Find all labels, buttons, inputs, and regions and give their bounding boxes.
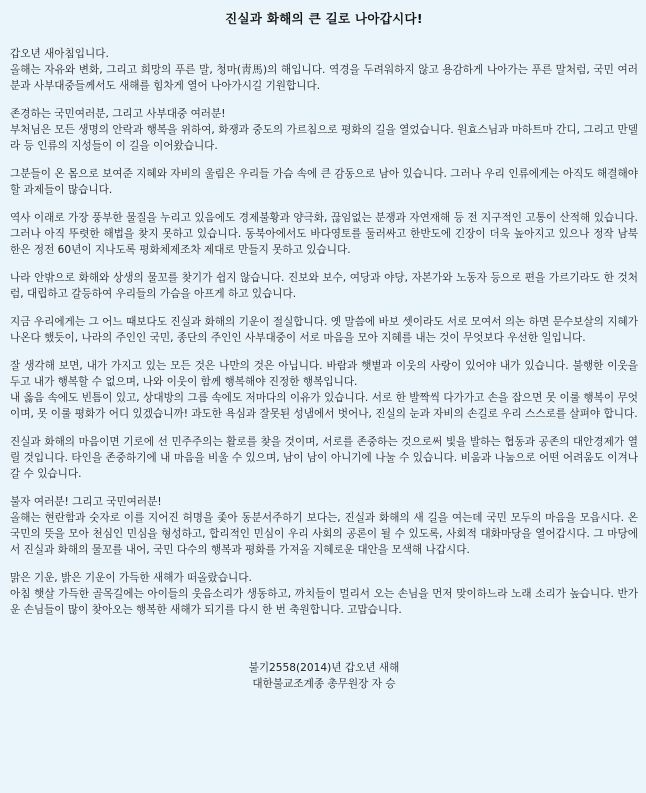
signature-block xyxy=(10,660,638,692)
paragraph-line: 갑오년 새아침입니다. xyxy=(10,48,109,60)
document-body xyxy=(10,46,638,618)
paragraph xyxy=(10,46,638,94)
paragraph xyxy=(10,106,638,154)
paragraph-line: 지금 우리에게는 그 어느 때보다도 진실과 화해의 기운이 절실합니다. 옛 말씀에 바보 셋이라도 서로 모여서 의논 하면 문수보살의 지혜가 나온다 했듯이, 나라의 주인인 국민, 종단의 주인인 사부대중이 서로 마음을 모아 지혜를 내는 것이 무엇보다 우선한 일입니다. xyxy=(10,316,638,344)
paragraph-line: 맑은 기운, 밝은 기운이 가득한 새해가 떠올랐습니다. xyxy=(10,572,252,584)
paragraph xyxy=(10,358,638,422)
document-title: 진실과 화해의 큰 길로 나아갑시다! xyxy=(225,11,423,26)
paragraph xyxy=(10,434,638,482)
signature-author: 대한불교조계종 총무원장 자 승 xyxy=(252,678,396,690)
paragraph xyxy=(10,210,638,258)
paragraph-line: 그분들이 온 몸으로 보여준 지혜와 자비의 울림은 우리들 가슴 속에 큰 감동으로 남아 있습니다. 그러나 우리 인류에게는 아직도 해결해야 할 과제들이 많습니다. xyxy=(10,168,638,196)
paragraph-line: 불자 여러분! 그리고 국민여러분! xyxy=(10,496,162,508)
paragraph-line: 존경하는 국민여러분, 그리고 사부대중 여러분! xyxy=(10,108,226,120)
paragraph-line: 나라 안밖으로 화해와 상생의 물꼬를 찾기가 쉽지 않습니다. 진보와 보수, 여당과 야당, 자본가와 노동자 등으로 편을 가르기라도 한 것처럼, 대립하고 갈등하여 우리들의 가슴을 아프게 하고 있습니다. xyxy=(10,272,638,300)
paragraph xyxy=(10,570,638,618)
paragraph-line: 진실과 화해의 마음이면 기로에 선 민주주의는 활로를 찾을 것이며, 서로를 존중하는 것으로써 빛을 발하는 협동과 공존의 대안경제가 열릴 것입니다. 타인을 존중하기에 내 마음을 비울 수 있으며, 남이 남이 아니기에 나눌 수 있습니다. 비움과 나눔으로 어떤 어려움도 이겨나갈 수 있습니다. xyxy=(10,436,638,480)
paragraph xyxy=(10,314,638,346)
paragraph-line: 부처님은 모든 생명의 안락과 행복을 위하여, 화쟁과 중도의 가르침으로 평화의 길을 열었습니다. 원효스님과 마하트마 간디, 그리고 만델라 등 인류의 지성들이 이 길을 이어왔습니다. xyxy=(10,124,638,152)
signature-date: 불기2558(2014)년 갑오년 새해 xyxy=(248,662,400,674)
paragraph-line: 아침 햇살 가득한 골목길에는 아이들의 웃음소리가 생동하고, 까치들이 멀리서 오는 손님을 먼저 맞이하느라 노래 소리가 높습니다. 반가운 손님들이 많이 찾아오는 행복한 새해가 되기를 다시 한 번 축원합니다. 고맙습니다. xyxy=(10,588,638,616)
paragraph-line: 올해는 자유와 변화, 그리고 희망의 푸른 말, 청마(靑馬)의 해입니다. 역경을 두려워하지 않고 용감하게 나아가는 푸른 말처럼, 국민 여러분과 사부대중들께서도 새해를 힘차게 열어 나아가시길 기원합니다. xyxy=(10,64,638,92)
paragraph xyxy=(10,494,638,558)
paragraph-line: 역사 이래로 가장 풍부한 물질을 누리고 있음에도 경제불황과 양극화, 끊임없는 분쟁과 자연재해 등 전 지구적인 고통이 산적해 있습니다. 그러나 아직 뚜렷한 해법을 찾지 못하고 있습니다. 동북아에서도 바다영토를 둘러싸고 한반도에 긴장이 더욱 높아지고 있으나 정작 남북한은 정전 60년이 지나도록 평화체제조차 제대로 만들지 못하고 있습니다. xyxy=(10,212,638,256)
paragraph-line: 내 옳음 속에도 빈틈이 있고, 상대방의 그름 속에도 저마다의 이유가 있습니다. 서로 한 발짝씩 다가가고 손을 잡으면 못 이룰 행복이 무엇이며, 못 이룰 평화가 어디 있겠습니까! 과도한 욕심과 잘못된 성냄에서 벗어나, 진실의 눈과 자비의 손길로 우리 스스로를 살펴야 합니다. xyxy=(10,392,638,420)
paragraph xyxy=(10,270,638,302)
paragraph-line: 올해는 현란함과 숫자로 이를 지어진 허명을 좇아 동분서주하기 보다는, 진실과 화해의 새 길을 여는데 국민 모두의 마음을 모읍시다. 온 국민의 뜻을 모아 천심인 민심을 형성하고, 합리적인 민심이 우리 사회의 공론이 될 수 있도록, 사회적 대화마당을 열어갑시다. 그 마당에서 진실과 화해의 물꼬를 내어, 국민 다수의 행복과 평화를 가져올 지혜로운 대안을 모색해 나갑시다. xyxy=(10,512,638,556)
paragraph-line: 잘 생각해 보면, 내가 가지고 있는 모든 것은 나만의 것은 아닙니다. 바람과 햇볕과 이웃의 사랑이 있어야 내가 있습니다. 불행한 이웃을 두고 내가 행복할 수 없으며, 나와 이웃이 함께 행복해야 진정한 행복입니다. xyxy=(10,360,638,388)
paragraph xyxy=(10,166,638,198)
